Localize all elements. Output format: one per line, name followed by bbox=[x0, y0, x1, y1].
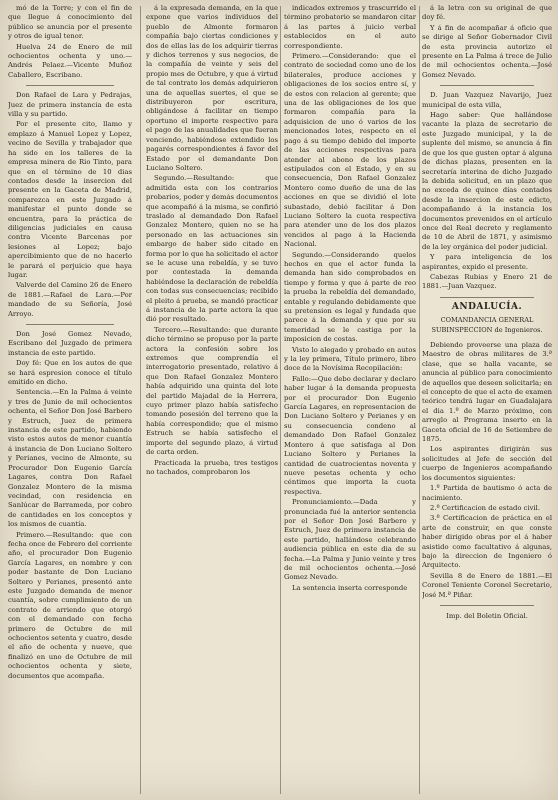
paragraph: Visto lo alegado y probado en autos y la ley primera, Título primero, libro doce de la Novísima Recopilación: bbox=[284, 345, 416, 373]
paragraph: Los aspirantes dirigirán sus solicitudes al Jefe de sección del cuerpo de Ingenieros acompañando los documentos siguientes: bbox=[422, 445, 552, 482]
paragraph: Sevilla 8 de Enero de 1881.—El Coronel Teniente Coronel Secretario, José M.ª Piñar. bbox=[422, 571, 552, 599]
paragraph: Primero.—Resultando: que con fecha once de Febrero del corriente año, el procurador Don Eugenio García Lagares, en nombre y con poder bastante de Don Luciano Soltero y Perianes, presentó ante este Juzgado demanda de menor cuantía, sobre cumplimiento de un contrato de arriendo que otorgó con el demandado con fecha primero de Octubre de mil ochocientos setenta y cuatro, desde el año de ochenta y nueve, que finalizó en uno de Octubre de mil ochocientos ochenta y siete, documentos que acompaña. bbox=[8, 530, 132, 680]
paragraph: Segundo.—Considerando quelos hechos en que el actor funda la demanda han sido comprobados en tiempo y forma y que á parte de reo la prueba la rebeldía del demandado, entable y regulando debidamente que su pretension es legal y fundada que parece á la demanda y que por su temeridad se le castiga por la imposicion de costas. bbox=[284, 250, 416, 344]
section-heading: ANDALUCÍA. bbox=[451, 301, 523, 312]
paragraph: Por el presente cito, llamo y emplazo á Manuel Lopez y Lopez, vecino de Sevilla y trabajador que ha sido en los talleres de la empresa minera de Rio Tinto, para que en el término de 10 dias contados desde la insercion del presente en la Gaceta de Madrid, comparezca en este Juzgado á manifestar el punto donde se encuentra, para la práctica de diligencias judiciales en causa contra Vicente Barcenas por lesiones al Lopez; bajo apercibimiento que de no hacerlo le parará el perjuicio que haya lugar. bbox=[8, 120, 132, 279]
paragraph: Don Rafael de Lara y Pedrajas, Juez de primera instancia de esta villa y su partido. bbox=[8, 91, 132, 119]
paragraph: Fallo:—Que debo declarar y declaro haber lugar á la demanda propuesta por el procurador Don Eugenio García Lagares, en representacion de Don Luciano Soltero y Perianes y en su consecuencia condeno al demandado Don Rafael Gonzalez Montero á que satisfaga al Don Luciano Soltero y Perianes la cantidad de cuatrocientas noventa y nueve pesetas ochenta y ocho céntimos que importa la cuota respectiva. bbox=[284, 374, 416, 496]
paragraph: La sentencia inserta corresponde bbox=[292, 583, 408, 592]
divider bbox=[26, 324, 114, 325]
column-1 bbox=[8, 4, 132, 796]
paragraph: Doy fé: Que en los autos de que se hará espresion conoce el título emitido en dicho. bbox=[8, 359, 132, 387]
column-rule bbox=[140, 6, 141, 794]
paragraph: Practicada la prueba, tres testigos no tachados, comprobaron los bbox=[146, 458, 278, 476]
column-4 bbox=[422, 4, 552, 796]
paragraph: Sentencia.—En la Palma á veinte y tres de Junio de mil ochocientos ochenta, el Señor Don José Barbero y Estruch, Juez de primera instancia de este partido, habiendo visto estos autos de menor cuantía á instancia de Don Luciano Soltero y Perianes, vecino de Almonte, su Procurador Don Eugenio García Lagares, contra Don Rafael Gonzalez Montero de la misma vecindad, con residencia en Sanlúcar de Barrameda, por cobro de cantidades en los conceptos y los mismos de cuantía. bbox=[8, 388, 132, 529]
column-rule bbox=[419, 6, 420, 794]
paragraph: á la expresada demanda, en la que expone que varios individuos del pueblo de Almonte formaron compañía bajo ciertas condiciones y dos de ellas las de los adquirir tierras y dichos terrenos y sus negocios, de la compañía de veinte y seis del propio mes de Octubre, y que á virtud de tal contrato los demás adquirieron una de aquellas suertes, el que se distribuyeron por escritura, obligándose á facilitar en tiempo oportuno el importe respectivo para el pago de las anualidades que fueran venciendo, habiéndose extendido los pagarés correspondientes á favor del Estado por el demandante Don Luciano Soltero. bbox=[146, 4, 278, 172]
paragraph: Hago saber: Que hallándose vacante la plaza de secretario de este Juzgado municipal, y la de suplente del mismo, se anuncia á fin de que los que gusten optar á alguna de dichas plazas, presenten en la secretaría interina de dicho Juzgado la debida solicitud, en un plazo que no exceda de quince días contados desde la insercion de este edicto, acompañando á la instancia los documentos prevenidos en el artículo once del Real decreto y reglamento de 10 de Abril de 1871, y asimismo de la ley orgánica del poder judicial. bbox=[422, 111, 552, 251]
paragraph: Pronunciamiento.—Dada y pronunciada fué la anterior sentencia por el Señor Don José Barbero y Estruch, Juez de primera instancia de este partido, hallándose celebrando audiencia pública en este dia de su fecha.—La Palma y Junio veinte y tres de mil ochocientos ochenta.—José Gomez Nevado. bbox=[284, 498, 416, 582]
paragraph: Y á fin de acompañar á oficio que se dirige al Señor Gobernador Civil de esta provincia autorizo el presente en La Palma á trece de Julio de mil ochocientos ochenta.—José Gomez Nevado. bbox=[422, 23, 552, 79]
paragraph: Huelva 24 de Enero de mil ochocientos ochenta y uno.—Andrés Pelaez.—Vicente Muñoz Caballero, Escribano. bbox=[8, 42, 132, 79]
paragraph: Primero.—Considerando: que el contrato de sociedad como uno de los bilaterales, produce acciones y obligaciones de los socios entre sí, y de estos con relacion al gerente; que una de las obligaciones de los que formaron compañía para la adquisicion de uno ó varios de los mencionados lotes, respecto en el pago á su tiempo debido del importe de las acciones respectivas para atender al abono de los plazos estipulados con el Estado, y en su consecuencia, Don Rafael Gonzalez Montero como dueño de una de las acciones en que se dividió el lote subastado, debió facilitar á Don Luciano Soltero la cuota respectiva para atender uno de los dos plazos vencidos al pago á la Hacienda Nacional. bbox=[284, 52, 416, 249]
paragraph: 2.º Certificacion de estado civil. bbox=[430, 503, 540, 512]
paragraph: Don José Gomez Nevado, Escribano del Juzgado de primera instancia de este partido. bbox=[8, 330, 132, 357]
paragraph: Valverde del Camino 26 de Enero de 1881.—Rafael de Lara.—Por mandado de su Señoría, José Arroyo. bbox=[8, 281, 132, 318]
paragraph: Segundo.—Resultando: que admitida esta con los contrarios probarios, poder y demás documentos que acompañó á la misma, se confirió traslado al demandado Don Rafael Gonzalez Montero, quien no se ha personado en las actuaciones sin embargo de haber sido citado en forma por lo que ha solicitado el actor se le acuse una rebeldía, y se tuvo por contestada la demanda habiéndose la declaración de rebeldía con todas sus consecuencias; recibido el pleito á prueba, se mandó practicar á instancia de la parte actora la que dió por resultado. bbox=[146, 174, 278, 324]
divider bbox=[440, 85, 534, 86]
divider bbox=[440, 297, 534, 298]
column-rule bbox=[280, 6, 281, 794]
paragraph: á la letra con su original de que doy fé. bbox=[422, 4, 552, 22]
paragraph: Debiendo proveerse una plaza de Maestro de obras militares de 3.ª clase, que se halla vacante, se anuncia al público para conocimiento de aquellos que deseen solicitarla; en el concepto de que el acto de examen teórico tendrá lugar en Guadalajara el dia 1.º de Marzo próximo, con arreglo al Programa inserto en la Gaceta oficial de 16 de Setiembre de 1875. bbox=[422, 341, 552, 444]
divider bbox=[26, 85, 114, 86]
paragraph: indicados extremos y trascurrido el término probatorio se mandaron citar á las partes á juicio verbal establecidos en el auto correspondiente. bbox=[284, 4, 416, 50]
paragraph: D. Juan Vazquez Navarijo, Juez municipal de esta villa, bbox=[422, 91, 552, 109]
paragraph: Y para inteligencia de los aspirantes, expido el presente. bbox=[422, 253, 552, 271]
paragraph: Cabezas Rubias y Enero 21 de 1881.—Juan Vazquez. bbox=[422, 272, 552, 291]
column-3 bbox=[284, 4, 416, 796]
imprint: Imp. del Boletin Oficial. bbox=[446, 611, 528, 620]
paragraph: 3.º Certificacion de práctica en el arte de construir, en que conste haber dirigido obras por el á haber asistido como facultativo á algunas, bajo la direccion de Ingeniero ó Arquitecto. bbox=[422, 514, 552, 570]
paragraph: Tercero.—Resultando: que durante dicho término se propuso por la parte actora la confesión sobre los extremos que comprendía el interrogatorio presentado, relativo á que Don Rafael Gonzalez Montero había adquirido una quinta del lote del partido Majadal de la Herrera, cuyo primer plazo había satisfecho tomando posesión del terreno que la había correspondido; que el mismo Estruch se había satisfecho el importe del segundo plazo, á virtud de carta orden. bbox=[146, 325, 278, 457]
divider bbox=[440, 605, 534, 606]
column-2 bbox=[146, 4, 278, 796]
paragraph: mó de la Torre; y con el fin de que llegue á conocimiento del público se anuncia por el presente y otros de igual tenor. bbox=[8, 4, 132, 41]
section-subheading: COMANDANCIA GENERAL SUBINSPECCION de Ingenieros. bbox=[431, 316, 543, 334]
paragraph: 1.º Partida de bautismo ó acta de nacimiento. bbox=[422, 484, 552, 502]
